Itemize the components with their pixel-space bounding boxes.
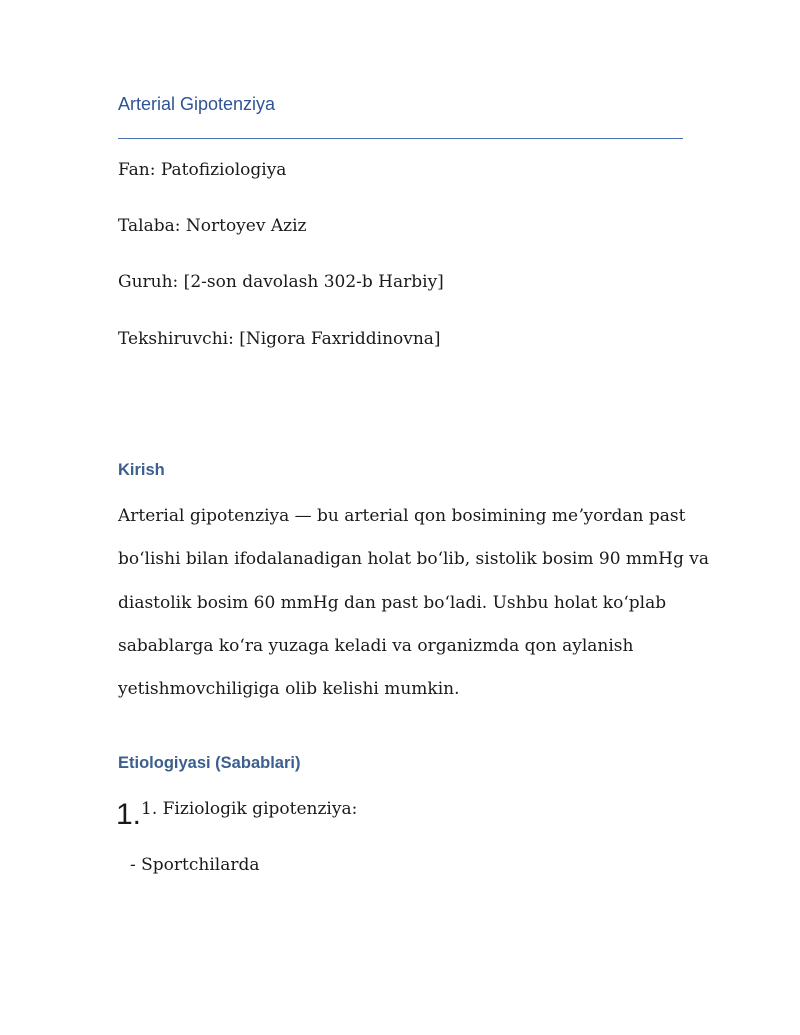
paragraph-line: diastolik bosim 60 mmHg dan past boʻladi. Ushbu holat koʻplab — [118, 593, 667, 613]
list-sub-item: - Sportchilarda — [130, 855, 260, 875]
meta-tekshiruvchi: Tekshiruvchi: [Nigora Faxriddinovna] — [118, 329, 441, 349]
section-heading-etiologiya: Etiologiyasi (Sabablari) — [118, 754, 301, 772]
meta-talaba: Talaba: Nortoyev Aziz — [118, 216, 307, 236]
paragraph-line: boʻlishi bilan ifodalanadigan holat boʻlib, sistolik bosim 90 mmHg va — [118, 549, 710, 569]
meta-guruh: Guruh: [2-son davolash 302-b Harbiy] — [118, 272, 444, 292]
meta-fan: Fan: Patofiziologiya — [118, 160, 287, 180]
paragraph-line: yetishmovchiligiga olib kelishi mumkin. — [118, 679, 460, 699]
title-underline-divider — [118, 138, 683, 139]
paragraph-line: sabablarga koʻra yuzaga keladi va organizmda qon aylanish — [118, 636, 634, 656]
list-number: 1. — [116, 798, 142, 831]
document-title: Arterial Gipotenziya — [118, 94, 276, 114]
paragraph-line: Arterial gipotenziya — bu arterial qon bosimining meʼyordan past — [118, 506, 686, 526]
list-item: 1. Fiziologik gipotenziya: — [141, 799, 358, 819]
section-heading-kirish: Kirish — [118, 461, 165, 479]
